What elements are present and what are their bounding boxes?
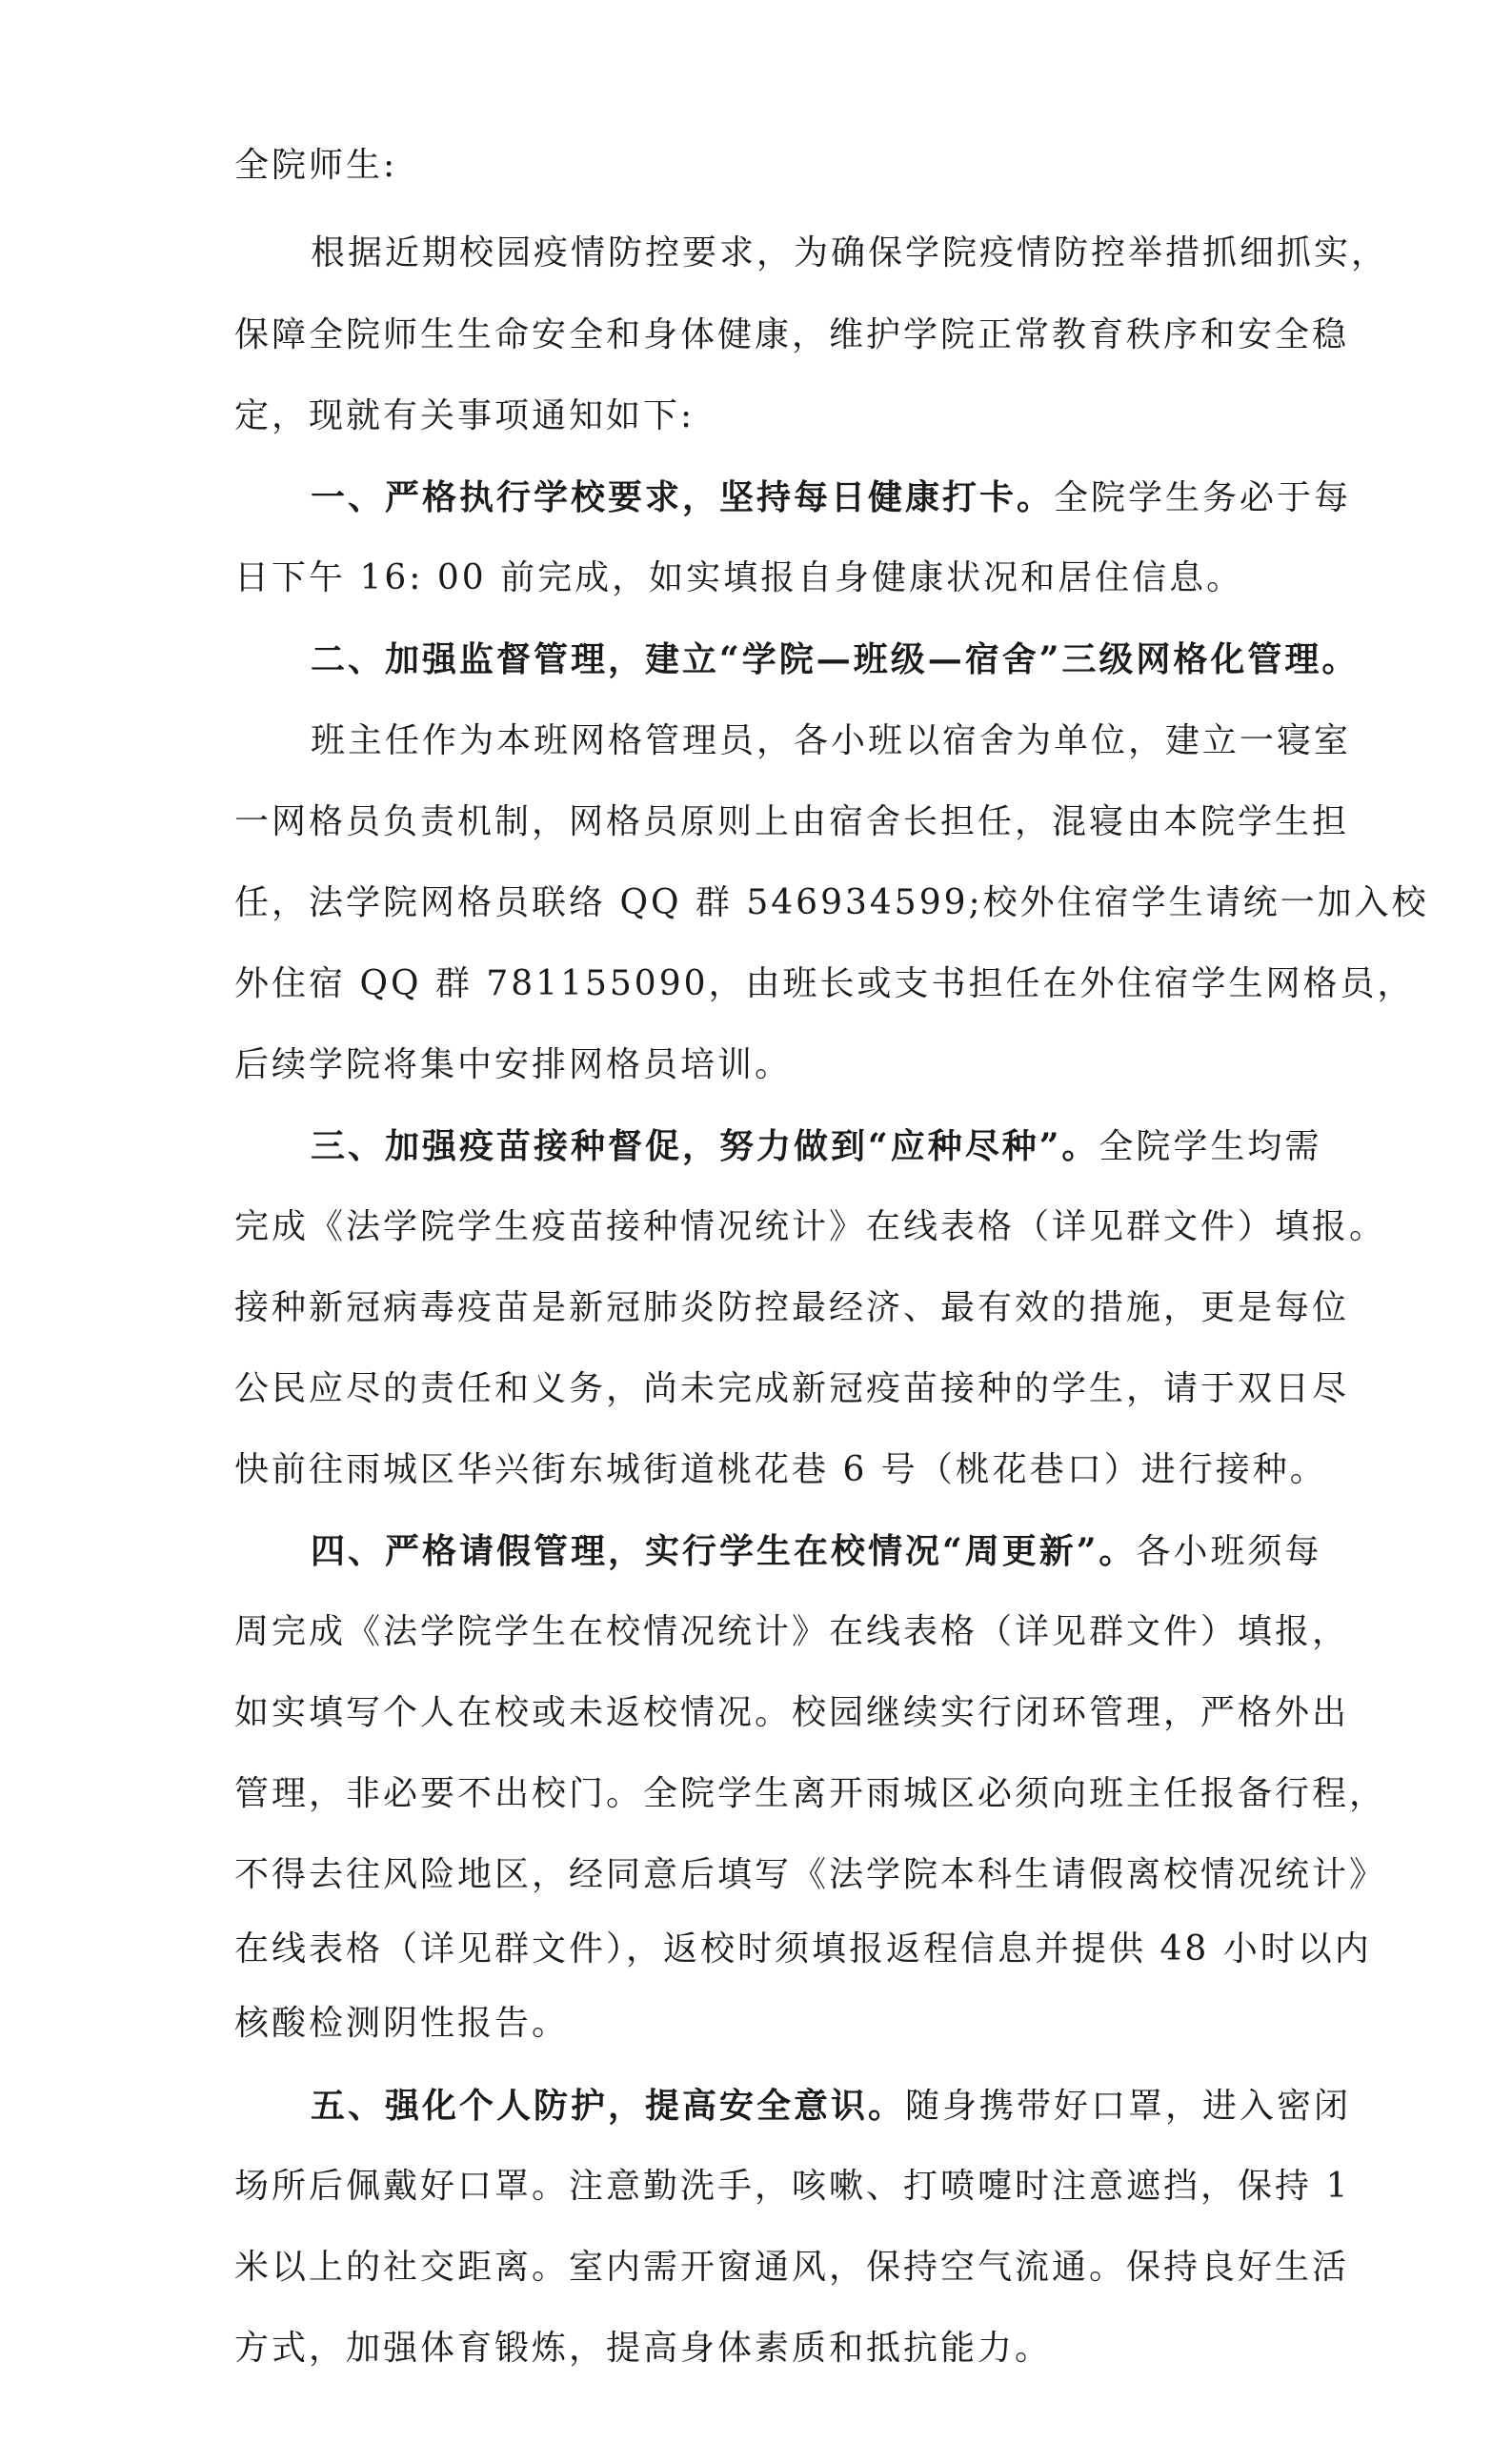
intro-line-3: 定，现就有关事项通知如下: xyxy=(234,396,696,435)
item2-line-1: 班主任作为本班网格管理员，各小班以宿舍为单位，建立一寝室 xyxy=(311,721,1352,760)
item1-line-2: 日下午 16: 00 前完成，如实填报自身健康状况和居住信息。 xyxy=(234,558,1244,597)
item4-line-4: 管理，非必要不出校门。全院学生离开雨城区必须向班主任报备行程， xyxy=(234,1774,1387,1813)
item1-text: 全院学生务必于每 xyxy=(1054,478,1352,517)
item5-first-line xyxy=(311,2085,1351,2128)
item4-line-3: 如实填写个人在校或未返校情况。校园继续实行闭环管理，严格外出 xyxy=(234,1693,1350,1732)
item3-text: 全院学生均需 xyxy=(1099,1127,1322,1166)
item4-text: 各小班须每 xyxy=(1136,1532,1322,1571)
item2-line-3: 任，法学院网格员联络 QQ 群 546934599;校外住宿学生请统一加入校 xyxy=(234,883,1429,922)
item2-heading: 二、加强监督管理，建立“学院—班级—宿舍”三级网格化管理。 xyxy=(311,639,1360,679)
item4-line-6: 在线表格（详见群文件），返校时须填报返程信息并提供 48 小时以内 xyxy=(234,1929,1372,1969)
item4-heading: 四、严格请假管理，实行学生在校情况“周更新”。 xyxy=(311,1531,1137,1571)
item1-first-line xyxy=(311,476,1351,519)
item3-line-5: 快前往雨城区华兴街东城街道桃花巷 6 号（桃花巷口）进行接种。 xyxy=(234,1450,1327,1489)
item3-line-4: 公民应尽的责任和义务，尚未完成新冠疫苗接种的学生，请于双日尽 xyxy=(234,1369,1350,1408)
item2-line-2: 一网格员负责机制，网格员原则上由宿舍长担任，混寝由本院学生担 xyxy=(234,802,1350,841)
item1-heading: 一、严格执行学校要求，坚持每日健康打卡。 xyxy=(311,477,1055,517)
intro-line-2: 保障全院师生生命安全和身体健康，维护学院正常教育秩序和安全稳 xyxy=(234,315,1350,354)
item2-line-4: 外住宿 QQ 群 781155090，由班长或支书担任在外住宿学生网格员， xyxy=(234,964,1415,1003)
salutation: 全院师生: xyxy=(234,146,398,185)
item3-line-2: 完成《法学院学生疫苗接种情况统计》在线表格（详见群文件）填报。 xyxy=(234,1207,1387,1246)
item3-first-line xyxy=(311,1125,1321,1168)
item4-line-2: 周完成《法学院学生在校情况统计》在线表格（详见群文件）填报， xyxy=(234,1612,1350,1651)
item3-heading: 三、加强疫苗接种督促，努力做到“应种尽种”。 xyxy=(311,1126,1099,1166)
item5-text: 随身携带好口罩，进入密闭 xyxy=(905,2087,1352,2126)
intro-line-1: 根据近期校园疫情防控要求，为确保学院疫情防控举措抓细抓实， xyxy=(311,233,1389,273)
item5-line-2: 场所后佩戴好口罩。注意勤洗手，咳嗽、打喷嚏时注意遮挡，保持 1 xyxy=(234,2167,1351,2206)
item4-line-7: 核酸检测阴性报告。 xyxy=(234,2004,570,2043)
item5-heading: 五、强化个人防护，提高安全意识。 xyxy=(311,2086,906,2126)
item2-line-5: 后续学院将集中安排网格员培训。 xyxy=(234,1045,793,1084)
item5-line-3: 米以上的社交距离。室内需开窗通风，保持空气流通。保持良好生活 xyxy=(234,2248,1350,2287)
item4-line-5: 不得去往风险地区，经同意后填写《法学院本科生请假离校情况统计》 xyxy=(234,1855,1387,1894)
item5-line-4: 方式，加强体育锻炼，提高身体素质和抵抗能力。 xyxy=(234,2329,1053,2368)
item3-line-3: 接种新冠病毒疫苗是新冠肺炎防控最经济、最有效的措施，更是每位 xyxy=(234,1288,1350,1327)
item4-first-line xyxy=(311,1530,1321,1573)
